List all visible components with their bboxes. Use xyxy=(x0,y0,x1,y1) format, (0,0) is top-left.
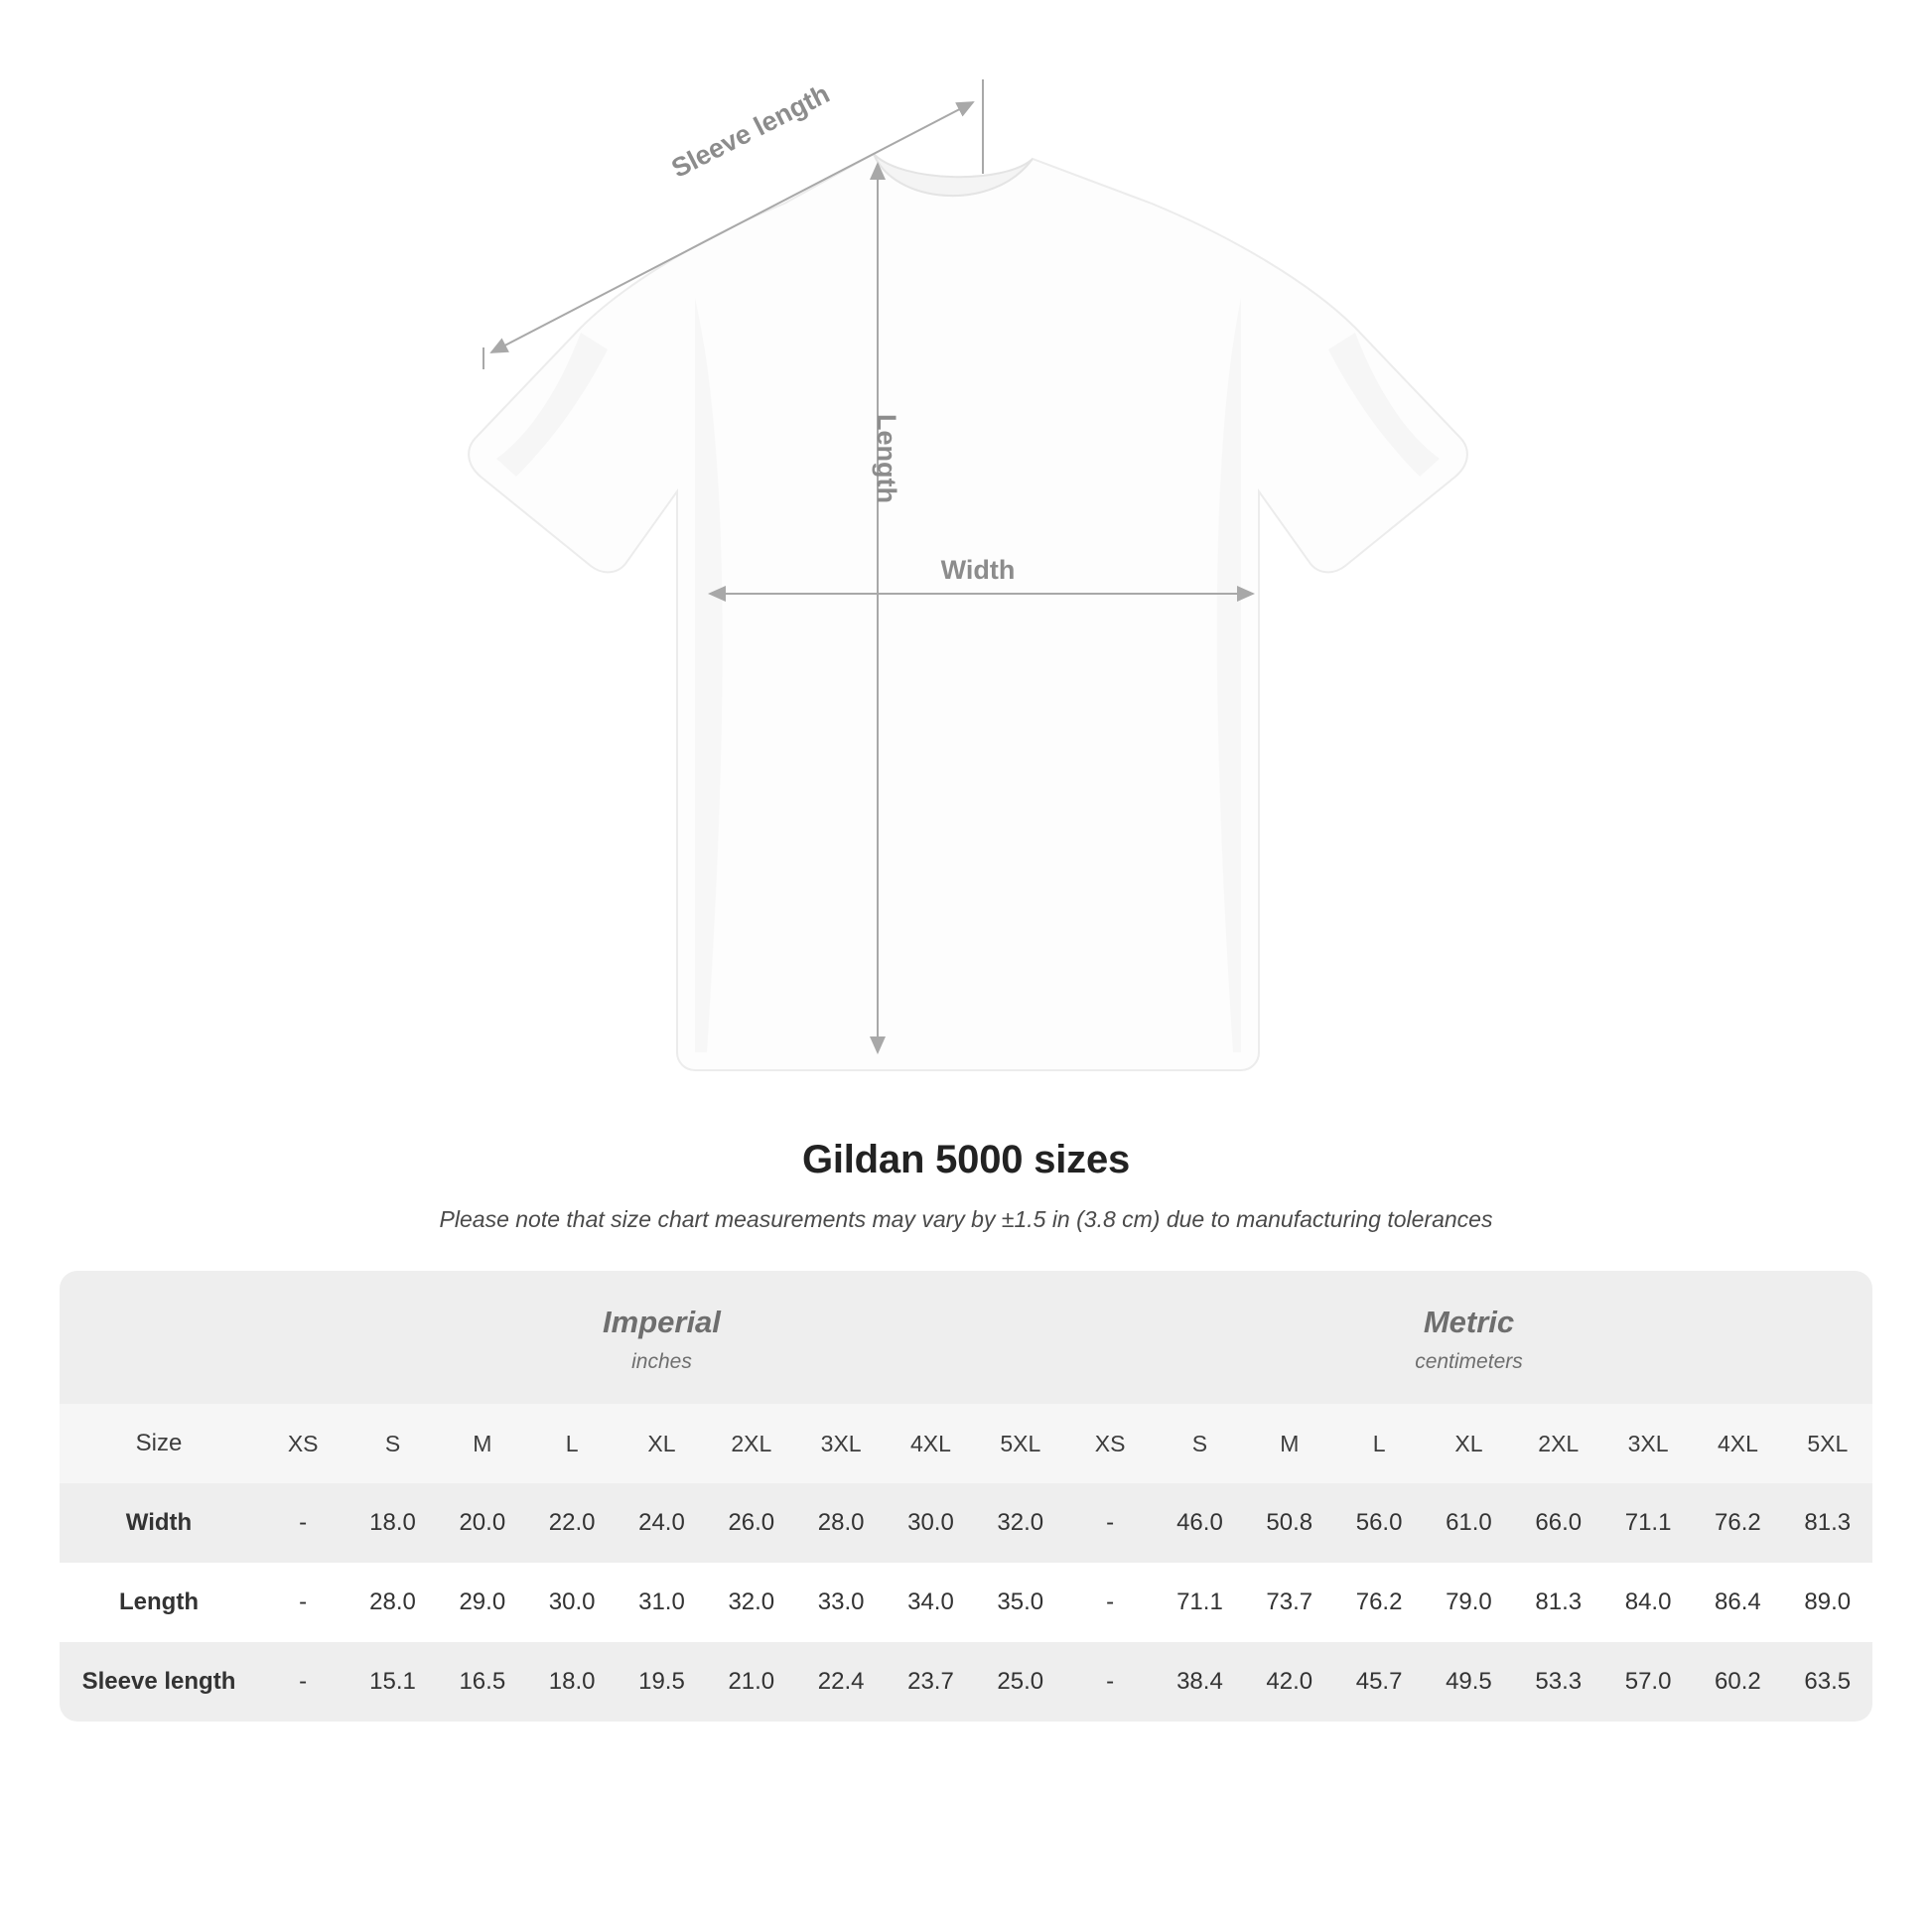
cell-sleeve-metric-2xl: 53.3 xyxy=(1514,1642,1603,1722)
cell-length-imperial-m: 29.0 xyxy=(438,1563,527,1642)
row-label-sleeve-length: Sleeve length xyxy=(60,1642,258,1722)
cell-sleeve-imperial-4xl: 23.7 xyxy=(886,1642,975,1722)
tshirt-shape xyxy=(469,154,1467,1070)
cell-width-imperial-4xl: 30.0 xyxy=(886,1483,975,1563)
cell-width-metric-xl: 61.0 xyxy=(1424,1483,1513,1563)
unit-spacer-cell xyxy=(60,1271,258,1404)
size-header-metric-s: S xyxy=(1155,1404,1244,1483)
size-header-metric-2xl: 2XL xyxy=(1514,1404,1603,1483)
cell-sleeve-imperial-l: 18.0 xyxy=(527,1642,617,1722)
cell-sleeve-imperial-m: 16.5 xyxy=(438,1642,527,1722)
size-header-imperial-5xl: 5XL xyxy=(976,1404,1065,1483)
cell-width-imperial-3xl: 28.0 xyxy=(796,1483,886,1563)
width-label: Width xyxy=(940,555,1016,585)
cell-width-imperial-m: 20.0 xyxy=(438,1483,527,1563)
cell-length-metric-3xl: 84.0 xyxy=(1603,1563,1693,1642)
cell-length-imperial-l: 30.0 xyxy=(527,1563,617,1642)
cell-sleeve-imperial-s: 15.1 xyxy=(347,1642,437,1722)
cell-width-metric-s: 46.0 xyxy=(1155,1483,1244,1563)
cell-length-imperial-2xl: 32.0 xyxy=(707,1563,796,1642)
unit-imperial-name: Imperial xyxy=(603,1305,721,1339)
cell-length-metric-xs: - xyxy=(1065,1563,1155,1642)
size-header-metric-5xl: 5XL xyxy=(1783,1404,1872,1483)
cell-width-imperial-s: 18.0 xyxy=(347,1483,437,1563)
cell-sleeve-metric-4xl: 60.2 xyxy=(1693,1642,1782,1722)
cell-length-imperial-4xl: 34.0 xyxy=(886,1563,975,1642)
cell-width-imperial-l: 22.0 xyxy=(527,1483,617,1563)
size-header-imperial-m: M xyxy=(438,1404,527,1483)
cell-sleeve-imperial-2xl: 21.0 xyxy=(707,1642,796,1722)
cell-width-metric-m: 50.8 xyxy=(1245,1483,1334,1563)
cell-width-imperial-xl: 24.0 xyxy=(617,1483,706,1563)
cell-width-imperial-5xl: 32.0 xyxy=(976,1483,1065,1563)
cell-sleeve-imperial-3xl: 22.4 xyxy=(796,1642,886,1722)
cell-sleeve-metric-s: 38.4 xyxy=(1155,1642,1244,1722)
cell-sleeve-metric-l: 45.7 xyxy=(1334,1642,1424,1722)
row-label-width: Width xyxy=(60,1483,258,1563)
cell-width-imperial-2xl: 26.0 xyxy=(707,1483,796,1563)
unit-imperial-sub: inches xyxy=(631,1350,692,1373)
cell-width-metric-xs: - xyxy=(1065,1483,1155,1563)
size-header-metric-3xl: 3XL xyxy=(1603,1404,1693,1483)
cell-sleeve-metric-xs: - xyxy=(1065,1642,1155,1722)
length-label: Length xyxy=(872,414,901,503)
unit-header-row xyxy=(60,1271,1872,1404)
cell-length-imperial-xl: 31.0 xyxy=(617,1563,706,1642)
cell-length-imperial-xs: - xyxy=(258,1563,347,1642)
unit-imperial-cell xyxy=(258,1271,1065,1404)
cell-sleeve-metric-5xl: 63.5 xyxy=(1783,1642,1872,1722)
cell-width-metric-3xl: 71.1 xyxy=(1603,1483,1693,1563)
cell-width-imperial-xs: - xyxy=(258,1483,347,1563)
cell-sleeve-metric-m: 42.0 xyxy=(1245,1642,1334,1722)
cell-width-metric-4xl: 76.2 xyxy=(1693,1483,1782,1563)
size-table-wrapper xyxy=(60,1271,1872,1722)
cell-width-metric-5xl: 81.3 xyxy=(1783,1483,1872,1563)
size-header-metric-m: M xyxy=(1245,1404,1334,1483)
tolerance-note: Please note that size chart measurements may vary by ±1.5 in (3.8 cm) due to manufacturing tolerances xyxy=(439,1206,1493,1232)
size-header-metric-xl: XL xyxy=(1424,1404,1513,1483)
cell-length-imperial-5xl: 35.0 xyxy=(976,1563,1065,1642)
row-label-length: Length xyxy=(60,1563,258,1642)
table-row xyxy=(60,1642,1872,1722)
cell-width-metric-l: 56.0 xyxy=(1334,1483,1424,1563)
size-header-imperial-l: L xyxy=(527,1404,617,1483)
cell-sleeve-imperial-xs: - xyxy=(258,1642,347,1722)
size-header-metric-xs: XS xyxy=(1065,1404,1155,1483)
table-row xyxy=(60,1563,1872,1642)
size-header-row xyxy=(60,1404,1872,1483)
size-header-imperial-3xl: 3XL xyxy=(796,1404,886,1483)
cell-length-metric-l: 76.2 xyxy=(1334,1563,1424,1642)
cell-length-imperial-3xl: 33.0 xyxy=(796,1563,886,1642)
cell-length-metric-5xl: 89.0 xyxy=(1783,1563,1872,1642)
table-row xyxy=(60,1483,1872,1563)
unit-metric-name: Metric xyxy=(1423,1305,1515,1339)
cell-length-metric-4xl: 86.4 xyxy=(1693,1563,1782,1642)
sleeve-length-label: Sleeve length xyxy=(666,78,835,184)
cell-sleeve-metric-3xl: 57.0 xyxy=(1603,1642,1693,1722)
size-header-metric-4xl: 4XL xyxy=(1693,1404,1782,1483)
cell-sleeve-imperial-xl: 19.5 xyxy=(617,1642,706,1722)
cell-length-metric-2xl: 81.3 xyxy=(1514,1563,1603,1642)
cell-length-imperial-s: 28.0 xyxy=(347,1563,437,1642)
unit-metric-cell xyxy=(1065,1271,1872,1404)
page-title: Gildan 5000 sizes xyxy=(801,1138,1131,1181)
title-block xyxy=(0,1138,1932,1233)
size-header-metric-l: L xyxy=(1334,1404,1424,1483)
cell-length-metric-s: 71.1 xyxy=(1155,1563,1244,1642)
cell-sleeve-metric-xl: 49.5 xyxy=(1424,1642,1513,1722)
cell-length-metric-m: 73.7 xyxy=(1245,1563,1334,1642)
unit-metric-sub: centimeters xyxy=(1415,1350,1523,1373)
size-header-label: Size xyxy=(60,1404,258,1483)
size-header-imperial-s: S xyxy=(347,1404,437,1483)
size-header-imperial-xs: XS xyxy=(258,1404,347,1483)
size-header-imperial-4xl: 4XL xyxy=(886,1404,975,1483)
size-header-imperial-2xl: 2XL xyxy=(707,1404,796,1483)
cell-sleeve-imperial-5xl: 25.0 xyxy=(976,1642,1065,1722)
size-table xyxy=(60,1271,1872,1722)
cell-length-metric-xl: 79.0 xyxy=(1424,1563,1513,1642)
size-header-imperial-xl: XL xyxy=(617,1404,706,1483)
cell-width-metric-2xl: 66.0 xyxy=(1514,1483,1603,1563)
